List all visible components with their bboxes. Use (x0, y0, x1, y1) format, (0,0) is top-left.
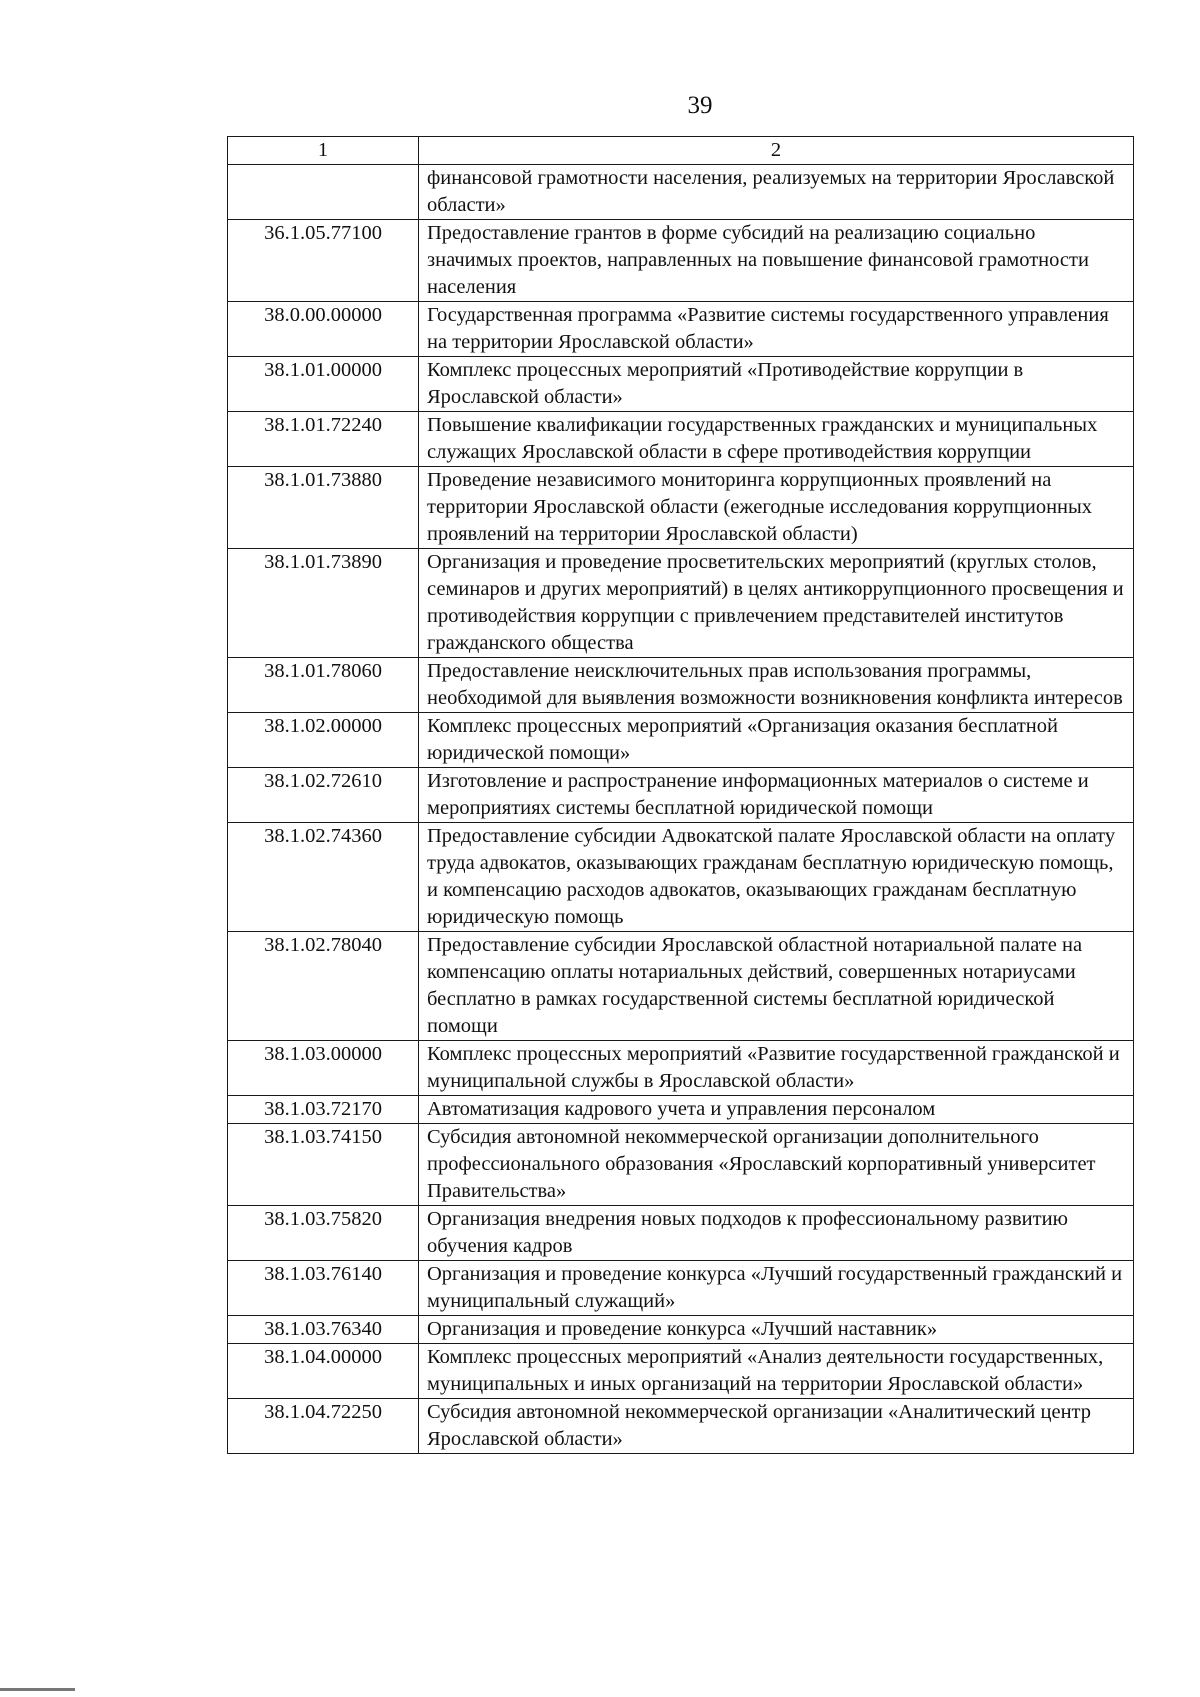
row-description: Комплекс процессных мероприятий «Развитие государственной гражданской и муниципальной службы в Ярославской области» (419, 1041, 1134, 1096)
row-description: Государственная программа «Развитие системы государственного управления на территории Ярославской области» (419, 302, 1134, 357)
row-description: Субсидия автономной некоммерческой организации «Аналитический центр Ярославской области» (419, 1399, 1134, 1454)
table-row (228, 1206, 1134, 1261)
row-description: Повышение квалификации государственных гражданских и муниципальных служащих Ярославской области в сфере противодействия коррупции (419, 412, 1134, 467)
row-description: Субсидия автономной некоммерческой организации дополнительного профессионального образования «Ярославский корпоративный университет Правительства» (419, 1124, 1134, 1206)
row-description: Организация и проведение конкурса «Лучший наставник» (419, 1316, 1134, 1344)
row-description: Проведение независимого мониторинга коррупционных проявлений на территории Ярославской области (ежегодные исследования коррупционных проявлений на территории Ярославской области) (419, 467, 1134, 549)
table-row (228, 658, 1134, 713)
row-description: Комплекс процессных мероприятий «Организация оказания бесплатной юридической помощи» (419, 713, 1134, 768)
table-row (228, 1124, 1134, 1206)
row-description: Автоматизация кадрового учета и управления персоналом (419, 1096, 1134, 1124)
scan-edge-mark (0, 1688, 75, 1691)
row-code: 36.1.05.77100 (228, 220, 419, 302)
table-row (228, 768, 1134, 823)
table-row (228, 1316, 1134, 1344)
row-code: 38.1.03.74150 (228, 1124, 419, 1206)
row-description: Предоставление грантов в форме субсидий на реализацию социально значимых проектов, направленных на повышение финансовой грамотности населения (419, 220, 1134, 302)
table-row (228, 932, 1134, 1041)
table-row (228, 713, 1134, 768)
row-code: 38.1.01.72240 (228, 412, 419, 467)
row-description: Предоставление субсидии Адвокатской палате Ярославской области на оплату труда адвокатов, оказывающих гражданам бесплатную юридическую помощь, и компенсацию расходов адвокатов, оказывающих гражданам бесплатную юридическую помощь (419, 823, 1134, 932)
table-row (228, 1344, 1134, 1399)
column-header-2: 2 (419, 137, 1134, 165)
row-code: 38.1.03.76140 (228, 1261, 419, 1316)
row-code: 38.1.01.73880 (228, 467, 419, 549)
table-body (228, 165, 1134, 1454)
row-code: 38.1.03.72170 (228, 1096, 419, 1124)
table-row (228, 467, 1134, 549)
table-row (228, 302, 1134, 357)
row-code: 38.1.03.75820 (228, 1206, 419, 1261)
row-code: 38.1.03.00000 (228, 1041, 419, 1096)
table-row (228, 823, 1134, 932)
row-code: 38.1.02.72610 (228, 768, 419, 823)
table-row (228, 549, 1134, 658)
row-description: Изготовление и распространение информационных материалов о системе и мероприятиях системы бесплатной юридической помощи (419, 768, 1134, 823)
row-code: 38.0.00.00000 (228, 302, 419, 357)
row-description: Организация внедрения новых подходов к профессиональному развитию обучения кадров (419, 1206, 1134, 1261)
row-description: Предоставление неисключительных прав использования программы, необходимой для выявления возможности возникновения конфликта интересов (419, 658, 1134, 713)
column-header-1: 1 (228, 137, 419, 165)
row-code (228, 165, 419, 220)
row-description: Предоставление субсидии Ярославской областной нотариальной палате на компенсацию оплаты нотариальных действий, совершенных нотариусами бесплатно в рамках государственной системы бесплатной юридической помощи (419, 932, 1134, 1041)
table-row (228, 165, 1134, 220)
row-code: 38.1.01.00000 (228, 357, 419, 412)
table-header-row (228, 137, 1134, 165)
table-row (228, 412, 1134, 467)
row-description: финансовой грамотности населения, реализуемых на территории Ярославской области» (419, 165, 1134, 220)
row-code: 38.1.03.76340 (228, 1316, 419, 1344)
table-row (228, 1261, 1134, 1316)
row-code: 38.1.01.73890 (228, 549, 419, 658)
row-code: 38.1.01.78060 (228, 658, 419, 713)
row-description: Комплекс процессных мероприятий «Противодействие коррупции в Ярославской области» (419, 357, 1134, 412)
row-code: 38.1.04.00000 (228, 1344, 419, 1399)
row-code: 38.1.04.72250 (228, 1399, 419, 1454)
table-row (228, 1041, 1134, 1096)
table-row (228, 1399, 1134, 1454)
row-code: 38.1.02.00000 (228, 713, 419, 768)
row-description: Комплекс процессных мероприятий «Анализ деятельности государственных, муниципальных и иных организаций на территории Ярославской области» (419, 1344, 1134, 1399)
table-row (228, 1096, 1134, 1124)
page-number: 39 (687, 92, 713, 119)
row-description: Организация и проведение конкурса «Лучший государственный гражданский и муниципальный служащий» (419, 1261, 1134, 1316)
row-description: Организация и проведение просветительских мероприятий (круглых столов, семинаров и других мероприятий) в целях антикоррупционного просвещения и противодействия коррупции с привлечением представителей институтов гражданского общества (419, 549, 1134, 658)
table-row (228, 357, 1134, 412)
table-row (228, 220, 1134, 302)
row-code: 38.1.02.78040 (228, 932, 419, 1041)
budget-code-table (227, 136, 1134, 1454)
row-code: 38.1.02.74360 (228, 823, 419, 932)
